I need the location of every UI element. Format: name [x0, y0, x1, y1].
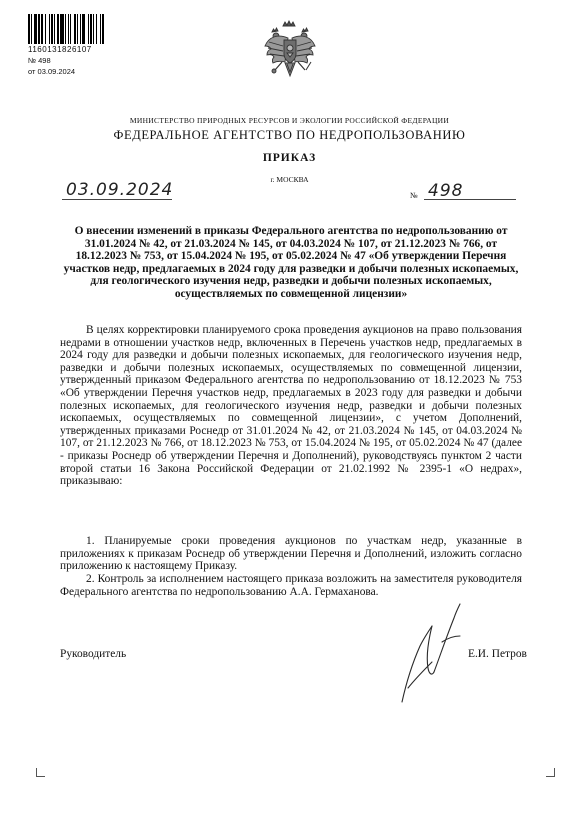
registration-number: № 498: [28, 56, 51, 65]
barcode-bar: [102, 14, 104, 44]
number-underline: [424, 199, 516, 200]
barcode-number: 1160131826107: [28, 45, 92, 54]
number-label: №: [410, 191, 418, 200]
order-item-1: 1. Планируемые сроки проведения аукционов по участкам недр, указанные в приложениях к приказам Роснедр об утверждении Перечня и Дополнений, изложить согласно приложению к настоящему Приказу.: [60, 535, 522, 573]
barcode-sticker: [28, 14, 132, 76]
signer-role: Руководитель: [60, 648, 127, 660]
document-city: г. МОСКВА: [270, 175, 309, 184]
document-type: ПРИКАЗ: [262, 152, 317, 164]
preamble-paragraph: В целях корректировки планируемого срока проведения аукционов на право пользования недрами в отношении участков недр, включенных в Перечень участков недр, предлагаемых в 2024 году для разведки и добычи полезных ископаемых, для геологического изучения недр, разведки и добычи полезных ископаемых, осуществляемых по совмещенной лицензии, утвержденный приказом Федерального агентства по недропользованию от 18.12.2023 № 753 «Об утверждении Перечня участков недр, предлагаемых в 2023 году для разведки и добычи полезных ископаемых, для геологического изучения недр, разведки и добычи полезных ископаемых, осуществляемых по совмещенной лицензии», с учетом Дополнений, утвержденных приказами Роснедр от 31.01.2024 № 42, от 21.03.2024 № 145, от 04.03.2024 № 107, от 21.12.2023 № 766, от 18.12.2023 № 753, от 15.04.2024 № 195, от 05.02.2024 № 47 (далее - приказы Роснедр об утверждении Перечня и Дополнений), руководствуясь пунктом 2 части второй статьи 16 Закона Российской Федерации от 21.02.1992 № 2395-1 «О недрах», приказываю:: [60, 324, 522, 488]
date-underline: [62, 199, 172, 200]
ministry-name: МИНИСТЕРСТВО ПРИРОДНЫХ РЕСУРСОВ И ЭКОЛОГИИ РОССИЙСКОЙ ФЕДЕРАЦИИ: [129, 116, 450, 125]
russian-coat-of-arms-icon: [263, 20, 317, 82]
page-corner-mark-right: [546, 768, 555, 777]
order-title: О внесении изменений в приказы Федерального агентства по недропользованию от 31.01.2024 № 42, от 21.03.2024 № 145, от 04.03.2024 № 107, от 21.12.2023 № 766, от 18.12.2023 № 753, от 15.04.2024 № 195, от 05.02.2024 № 47 «Об утверждении Перечня участков недр, предлагаемых в 2024 году для разведки и добычи полезных ископаемых, для геологического изучения недр, разведки и добычи полезных ископаемых, осуществляемых по совмещенной лицензии»: [63, 225, 519, 300]
barcode-bars: [28, 14, 132, 44]
order-item-2: 2. Контроль за исполнением настоящего приказа возложить на заместителя руководителя Федерального агентства по недропользованию А.А. Гермаханова.: [60, 573, 522, 598]
page-corner-mark-left: [36, 768, 45, 777]
handwritten-number: 498: [428, 181, 464, 201]
agency-name: ФЕДЕРАЛЬНОЕ АГЕНТСТВО ПО НЕДРОПОЛЬЗОВАНИЮ: [113, 128, 466, 142]
registration-date: от 03.09.2024: [28, 67, 76, 76]
handwritten-signature: [388, 598, 474, 710]
signer-name: Е.И. Петров: [468, 648, 527, 660]
handwritten-date: 03.09.2024: [66, 180, 174, 200]
